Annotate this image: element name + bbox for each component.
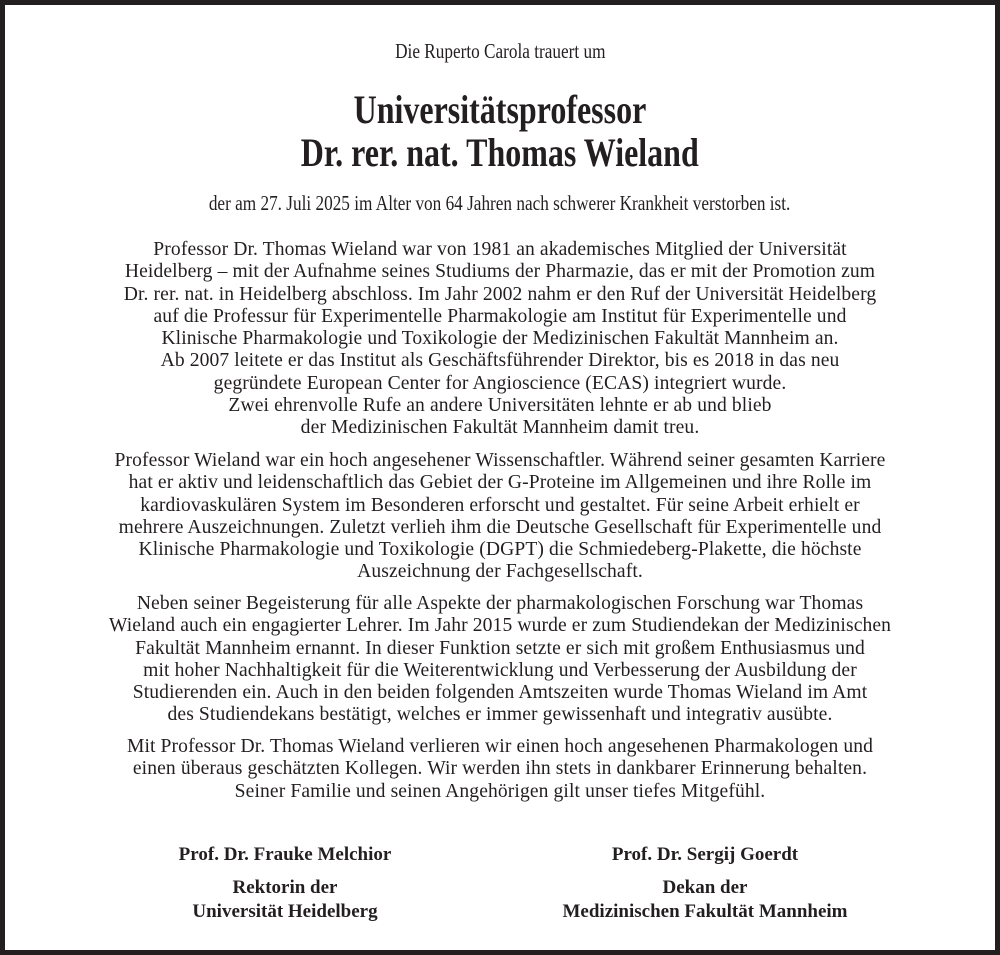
signatory-rector [145, 844, 425, 924]
text-line: Wieland auch ein engagierter Lehrer. Im Jahr 2015 wurde er zum Studiendekan der Medizinischen [108, 615, 892, 637]
text-line: hat er aktiv und leidenschaftlich das Gebiet der G-Proteine im Allgemeinen und ihre Rolle im [128, 472, 872, 494]
text-line: Studierenden ein. Auch in den beiden folgenden Amtszeiten wurde Thomas Wieland im Amt [132, 682, 868, 704]
paragraph-teaching [5, 593, 995, 727]
text-line: Mit Professor Dr. Thomas Wieland verlieren wir einen hoch angesehenen Pharmakologen und [126, 736, 874, 757]
text-line: des Studiendekans bestätigt, welches er immer gewissenhaft und integrativ ausübte. [167, 704, 833, 726]
signatory-name: Prof. Dr. Sergij Goerdt [611, 844, 799, 865]
text-line: kardiovaskulären System im Besonderen erforscht und gestaltet. Für seine Arbeit erhielt er [140, 494, 860, 516]
text-line: Heidelberg – mit der Aufnahme seines Studiums der Pharmazie, das er mit der Promotion zum [124, 261, 876, 283]
text-line: Klinische Pharmakologie und Toxikologie der Medizinischen Fakultät Mannheim an. [161, 328, 839, 350]
text-line: Fakultät Mannheim ernannt. In dieser Funktion setzte er sich mit großem Enthusiasmus und [135, 637, 865, 659]
text-line: Klinische Pharmakologie und Toxikologie (DGPT) die Schmiedeberg-Plakette, die höchste [138, 539, 862, 561]
text-line: Auszeichnung der Fachgesellschaft. [357, 561, 643, 583]
text-line: der Medizinischen Fakultät Mannheim damit treu. [300, 417, 700, 439]
intro-line: Die Ruperto Carola trauert um [394, 39, 606, 63]
text-line: Dr. rer. nat. in Heidelberg abschloss. Im Jahr 2002 nahm er den Ruf der Universität Heidelberg [123, 283, 877, 305]
text-line: mehrere Auszeichnungen. Zuletzt verlieh ihm die Deutsche Gesellschaft für Experimentelle und [118, 516, 882, 538]
paragraph-condolence [5, 736, 995, 803]
text-line: auf die Professur für Experimentelle Pharmakologie am Institut für Experimentelle und [153, 305, 847, 327]
signatory-dean [505, 844, 905, 924]
paragraph-research [5, 450, 995, 584]
title-line-1: Universitätsprofessor [353, 87, 647, 132]
signatory-role: Rektorin der Universität Heidelberg [192, 877, 378, 922]
death-line: der am 27. Juli 2025 im Alter von 64 Jahren nach schwerer Krankheit verstorben ist. [209, 191, 791, 215]
text-line: einen überaus geschätzten Kollegen. Wir werden ihn stets in dankbarer Erinnerung behalten. [132, 758, 868, 780]
text-line: Professor Dr. Thomas Wieland war von 1981 an akademisches Mitglied der Universität [153, 239, 847, 260]
paragraph-career [5, 239, 995, 440]
signatory-role: Dekan der Medizinischen Fakultät Mannheim [562, 877, 848, 922]
text-line: Neben seiner Begeisterung für alle Aspekte der pharmakologischen Forschung war Thomas [136, 593, 864, 614]
signatory-name: Prof. Dr. Frauke Melchior [178, 844, 392, 865]
text-line: Seiner Familie und seinen Angehörigen gilt unser tiefes Mitgefühl. [234, 780, 766, 802]
text-line: Ab 2007 leitete er das Institut als Geschäftsführender Direktor, bis es 2018 in das neu [160, 350, 840, 372]
text-line: Zwei ehrenvolle Rufe an andere Universitäten lehnte er ab und blieb [228, 395, 772, 417]
text-line: gegründete European Center for Angioscience (ECAS) integriert wurde. [213, 372, 787, 394]
text-line: Professor Wieland war ein hoch angesehener Wissenschaftler. Während seiner gesamten Karriere [114, 450, 886, 471]
title-line-2: Dr. rer. nat. Thomas Wieland [300, 130, 700, 175]
text-line: mit hoher Nachhaltigkeit für die Weiterentwicklung und Verbesserung der Ausbildung der [143, 659, 857, 681]
obituary-notice [5, 5, 995, 950]
